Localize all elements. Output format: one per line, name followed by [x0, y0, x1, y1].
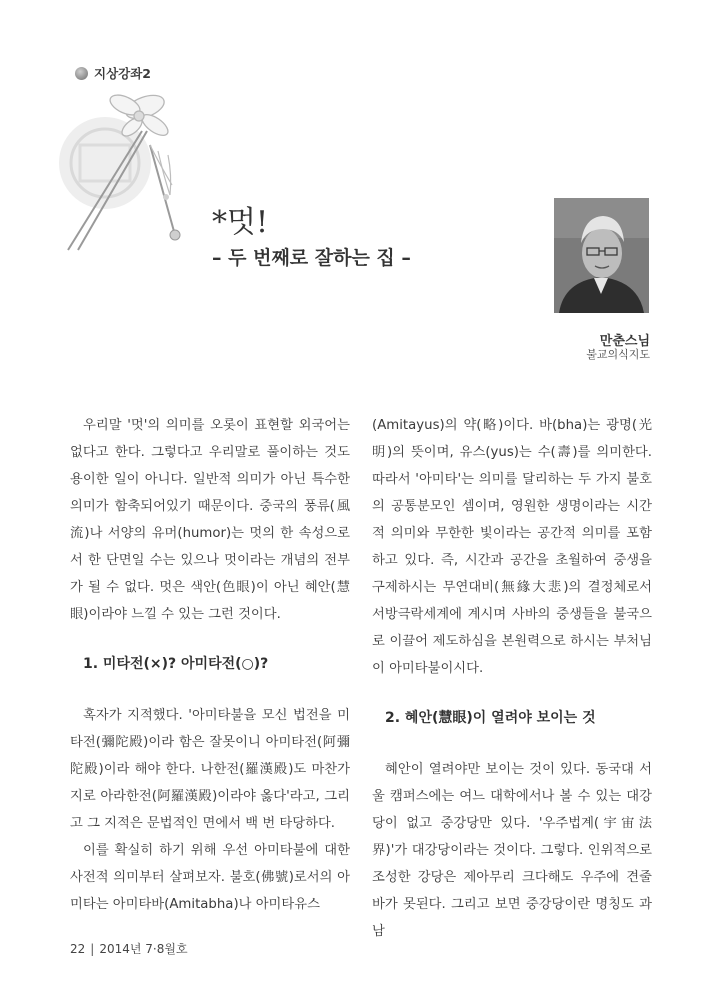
section-1-heading: 1. 미타전(×)? 아미타전(○)?	[83, 656, 269, 672]
page-footer	[70, 940, 188, 957]
author-role: 불교의식지도	[586, 348, 650, 361]
section-label-text: 지상강좌2	[94, 66, 151, 81]
left-column	[70, 412, 350, 918]
section-2-paragraph-1: 혜안이 열려야만 보이는 것이 있다. 동국대 서울 캠퍼스에는 여느 대학에서나 볼 수 있는 대강당이 없고 중강당만 있다. '우주법계(宇宙法界)'가 대강당이라는 것이다. 그렇다. 인위적으로 조성한 강당은 제아무리 크다해도 우주에 견줄 바가 못된다. 그리고 보면 중강당이란 명칭도 과남	[372, 762, 652, 939]
section-2-heading: 2. 혜안(慧眼)이 열려야 보이는 것	[385, 710, 596, 726]
footer-divider: |	[90, 941, 95, 956]
intro-paragraph: 우리말 '멋'의 의미를 오롯이 표현할 외국어는 없다고 한다. 그렇다고 우리말로 풀이하는 것도 용이한 일이 아니다. 일반적 의미가 아닌 특수한 의미가 함축되어있기 때문이다. 중국의 풍류(風流)나 서양의 유머(humor)는 멋의 한 속성으로서 한 단면일 수는 있으나 멋이라는 개념의 전부가 될 수 없다. 멋은 색안(色眼)이 아닌 혜안(慧眼)이라야 느낄 수 있는 그런 것이다.	[70, 418, 350, 622]
right-column	[372, 412, 652, 945]
continued-paragraph: (Amitayus)의 약(略)이다. 바(bha)는 광명(光明)의 뜻이며, 유스(yus)는 수(壽)를 의미한다. 따라서 '아미타'는 의미를 달리하는 두 가지 불호의 공통분모인 셈이며, 영원한 생명이라는 시간적 의미와 무한한 빛이라는 공간적 의미를 포함하고 있다. 즉, 시간과 공간을 초월하여 중생을 구제하시는 무연대비(無緣大悲)의 결정체로서 서방극락세계에 계시며 사바의 중생들을 불국으로 이끌어 제도하심을 본원력으로 하시는 부처님이 아미타불이시다.	[372, 418, 652, 676]
ornament-illustration	[50, 85, 215, 260]
article-title: *멋!	[212, 205, 269, 240]
section-1-paragraph-2: 이를 확실히 하기 위해 우선 아미타불에 대한 사전적 의미부터 살펴보자. 불호(佛號)로서의 아미타는 아미타바(Amitabha)나 아미타유스	[70, 843, 350, 912]
issue-label: 2014년 7·8월호	[99, 942, 188, 956]
page-number: 22	[70, 941, 86, 956]
section-label	[75, 64, 151, 82]
section-bullet-icon	[75, 67, 88, 80]
section-1-paragraph-1: 혹자가 지적했다. '아미타불을 모신 법전을 미타전(彌陀殿)이라 함은 잘못이니 아미타전(阿彌陀殿)이라 해야 한다. 나한전(羅漢殿)도 마찬가지로 아라한전(阿羅漢殿)이라야 옳다'라고, 그리고 그 지적은 문법적인 면에서 백 번 타당하다.	[70, 708, 350, 831]
article-subtitle: – 두 번째로 잘하는 집 –	[212, 247, 411, 269]
author-portrait	[554, 198, 649, 313]
author-name: 만춘스님	[599, 334, 650, 349]
